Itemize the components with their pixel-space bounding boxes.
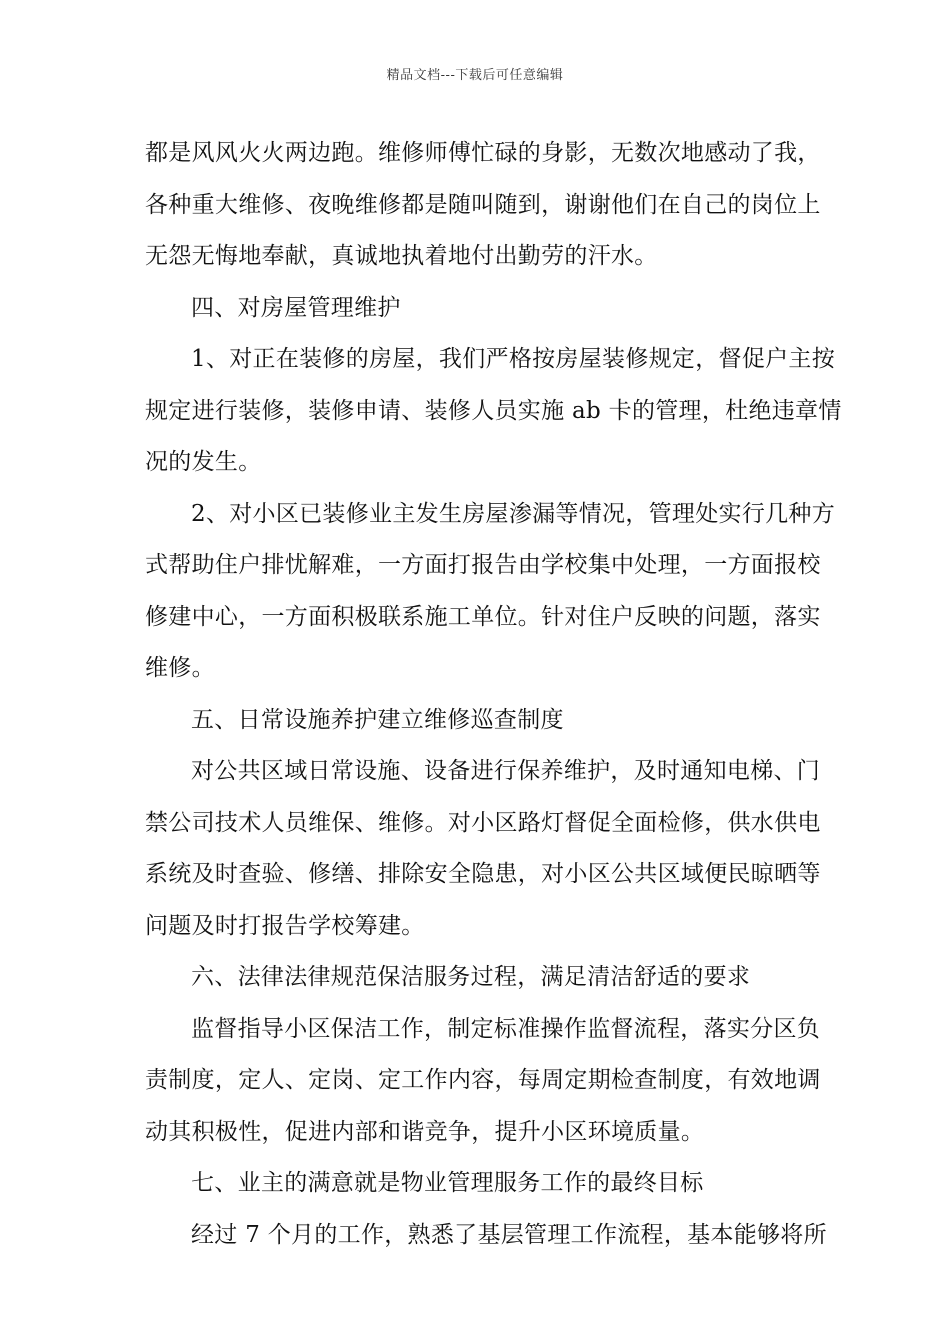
text-line: 规定进行装修，装修申请、装修人员实施 ab 卡的管理，杜绝违章情 [145, 397, 842, 424]
text-line: 无怨无悔地奉献，真诚地执着地付出勤劳的汗水。 [145, 243, 658, 269]
text-line: 修建中心，一方面积极联系施工单位。针对住户反映的问题，落实 [145, 603, 821, 630]
text-line: 系统及时查验、修缮、排除安全隐患，对小区公共区域便民晾晒等 [145, 861, 821, 887]
text-line: 维修。 [145, 655, 215, 681]
text-line: 式帮助住户排忧解难，一方面打报告由学校集中处理，一方面报校 [145, 552, 821, 578]
text-line: 2、对小区已装修业主发生房屋渗漏等情况，管理处实行几种方 [191, 500, 836, 527]
text-line: 都是风风火火两边跑。维修师傅忙碌的身影，无数次地感动了我， [145, 140, 821, 166]
text-line: 四、对房屋管理维护 [191, 294, 401, 321]
text-line: 五、日常设施养护建立维修巡查制度 [191, 706, 564, 733]
text-line: 监督指导小区保洁工作，制定标准操作监督流程，落实分区负 [191, 1015, 821, 1042]
text-line: 1、对正在装修的房屋，我们严格按房屋装修规定，督促户主按 [191, 346, 836, 372]
text-line: 七、业主的满意就是物业管理服务工作的最终目标 [191, 1170, 704, 1196]
text-line: 问题及时打报告学校筹建。 [145, 912, 425, 939]
text-line: 对公共区域日常设施、设备进行保养维护，及时通知电梯、门 [191, 758, 821, 784]
text-line: 六、法律法律规范保洁服务过程，满足清洁舒适的要求 [191, 964, 751, 990]
text-line: 动其积极性，促进内部和谐竞争，提升小区环境质量。 [145, 1118, 705, 1145]
text-line: 各种重大维修、夜晚维修都是随叫随到，谢谢他们在自己的岗位上 [145, 191, 821, 218]
text-line: 况的发生。 [145, 449, 262, 475]
document-body [145, 128, 842, 1261]
text-line: 经过 7 个月的工作，熟悉了基层管理工作流程，基本能够将所 [191, 1221, 827, 1248]
page-header: 精品文档---下载后可任意编辑 [386, 68, 564, 83]
text-line: 禁公司技术人员维保、维修。对小区路灯督促全面检修，供水供电 [145, 809, 821, 836]
text-line: 责制度，定人、定岗、定工作内容，每周定期检查制度，有效地调 [145, 1067, 821, 1093]
